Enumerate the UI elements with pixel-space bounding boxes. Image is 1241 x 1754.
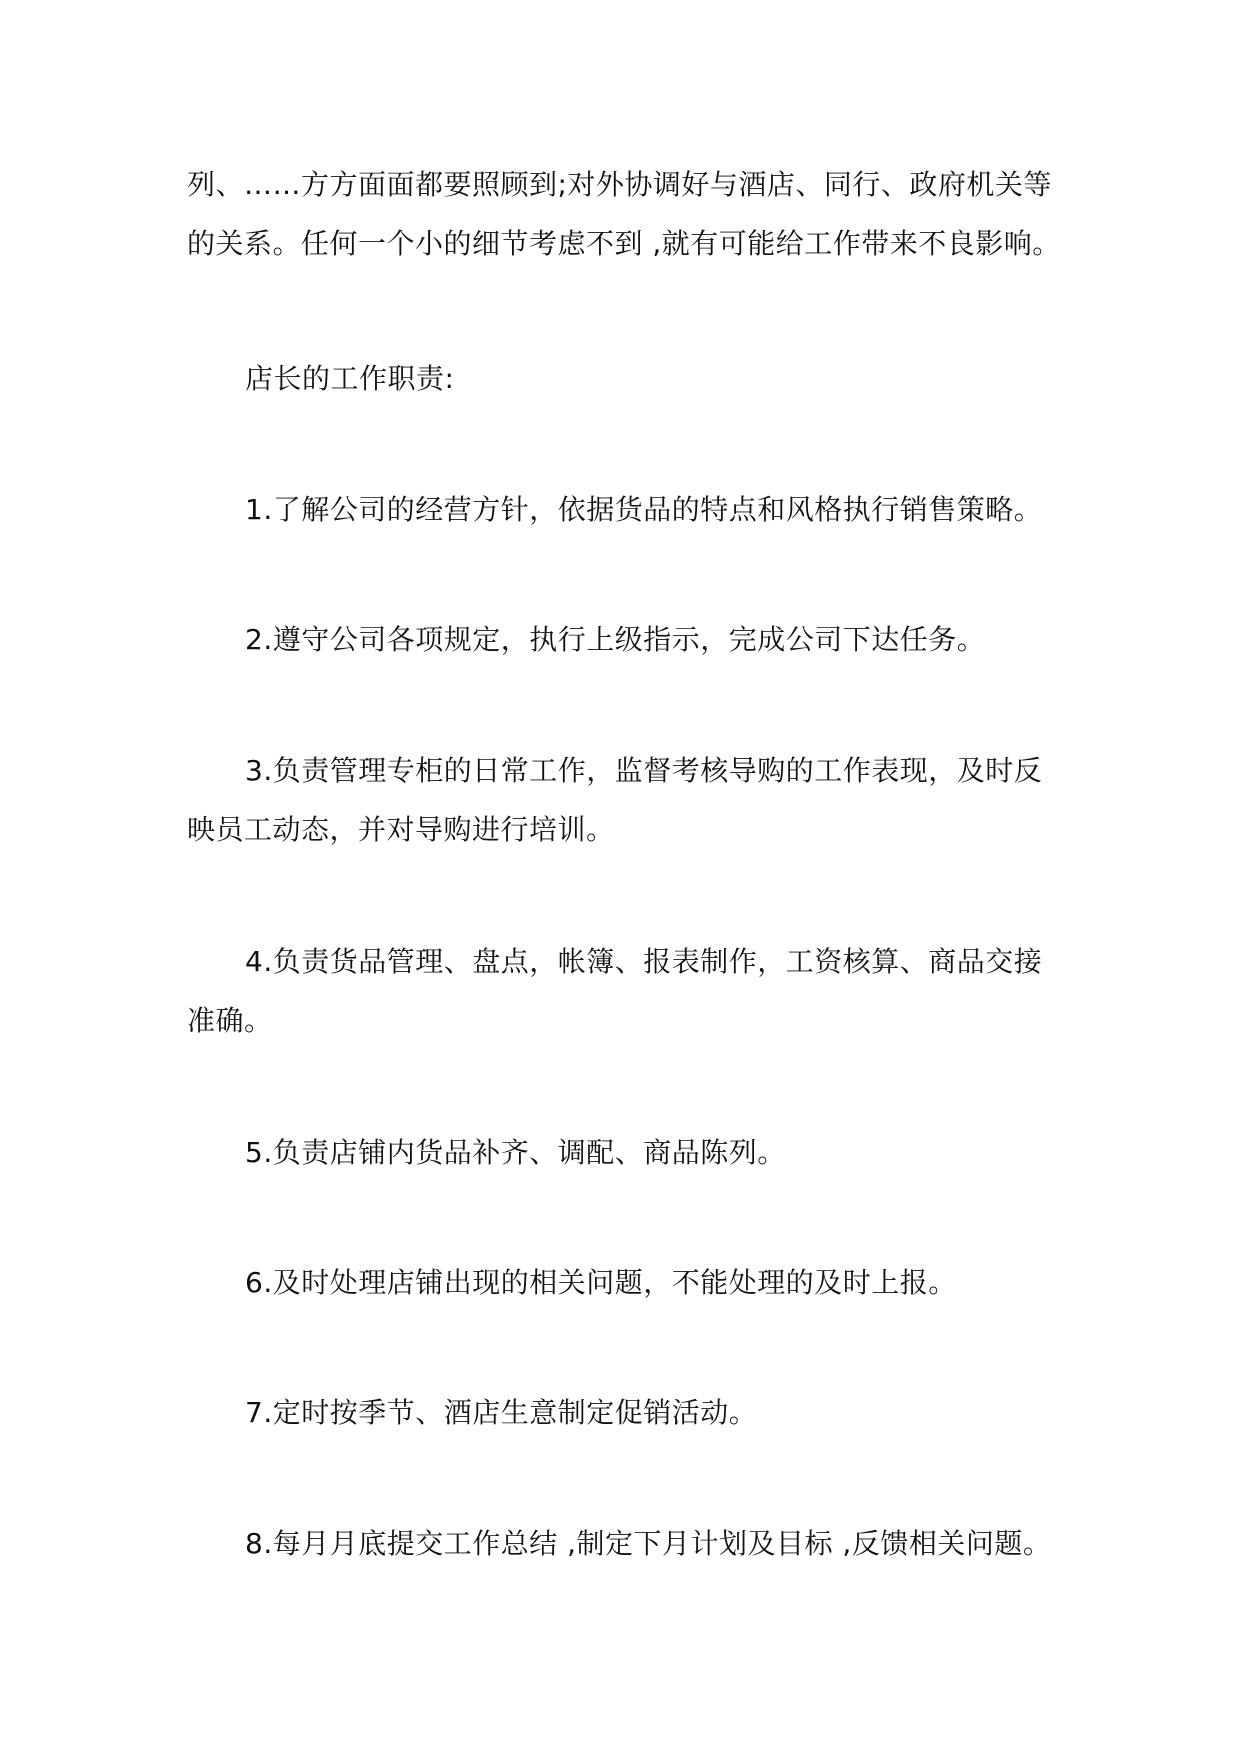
- duty-item-3: 3.负责管理专柜的日常工作，监督考核导购的工作表现，及时反: [245, 754, 1043, 787]
- intro-line-2: 的关系。任何一个小的细节考虑不到 ,就有可能给工作带来不良影响。: [187, 227, 1061, 260]
- duty-item-8: 8.每月月底提交工作总结 ,制定下月计划及目标 ,反馈相关问题。: [245, 1527, 1052, 1560]
- duty-item-4-continuation: 准确。: [187, 1004, 273, 1037]
- duty-item-4: 4.负责货品管理、盘点，帐簿、报表制作，工资核算、商品交接: [245, 945, 1043, 978]
- duty-item-6: 6.及时处理店铺出现的相关问题，不能处理的及时上报。: [245, 1266, 957, 1299]
- duty-item-7: 7.定时按季节、酒店生意制定促销活动。: [245, 1396, 758, 1429]
- intro-line-1: 列、……方方面面都要照顾到;对外协调好与酒店、同行、政府机关等: [187, 168, 1052, 201]
- duty-item-3-continuation: 映员工动态，并对导购进行培训。: [187, 813, 615, 846]
- duty-item-5: 5.负责店铺内货品补齐、调配、商品陈列。: [245, 1136, 786, 1169]
- duty-item-1: 1.了解公司的经营方针，依据货品的特点和风格执行销售策略。: [245, 493, 1043, 526]
- section-heading: 店长的工作职责:: [245, 362, 455, 395]
- duty-item-2: 2.遵守公司各项规定，执行上级指示，完成公司下达任务。: [245, 623, 986, 656]
